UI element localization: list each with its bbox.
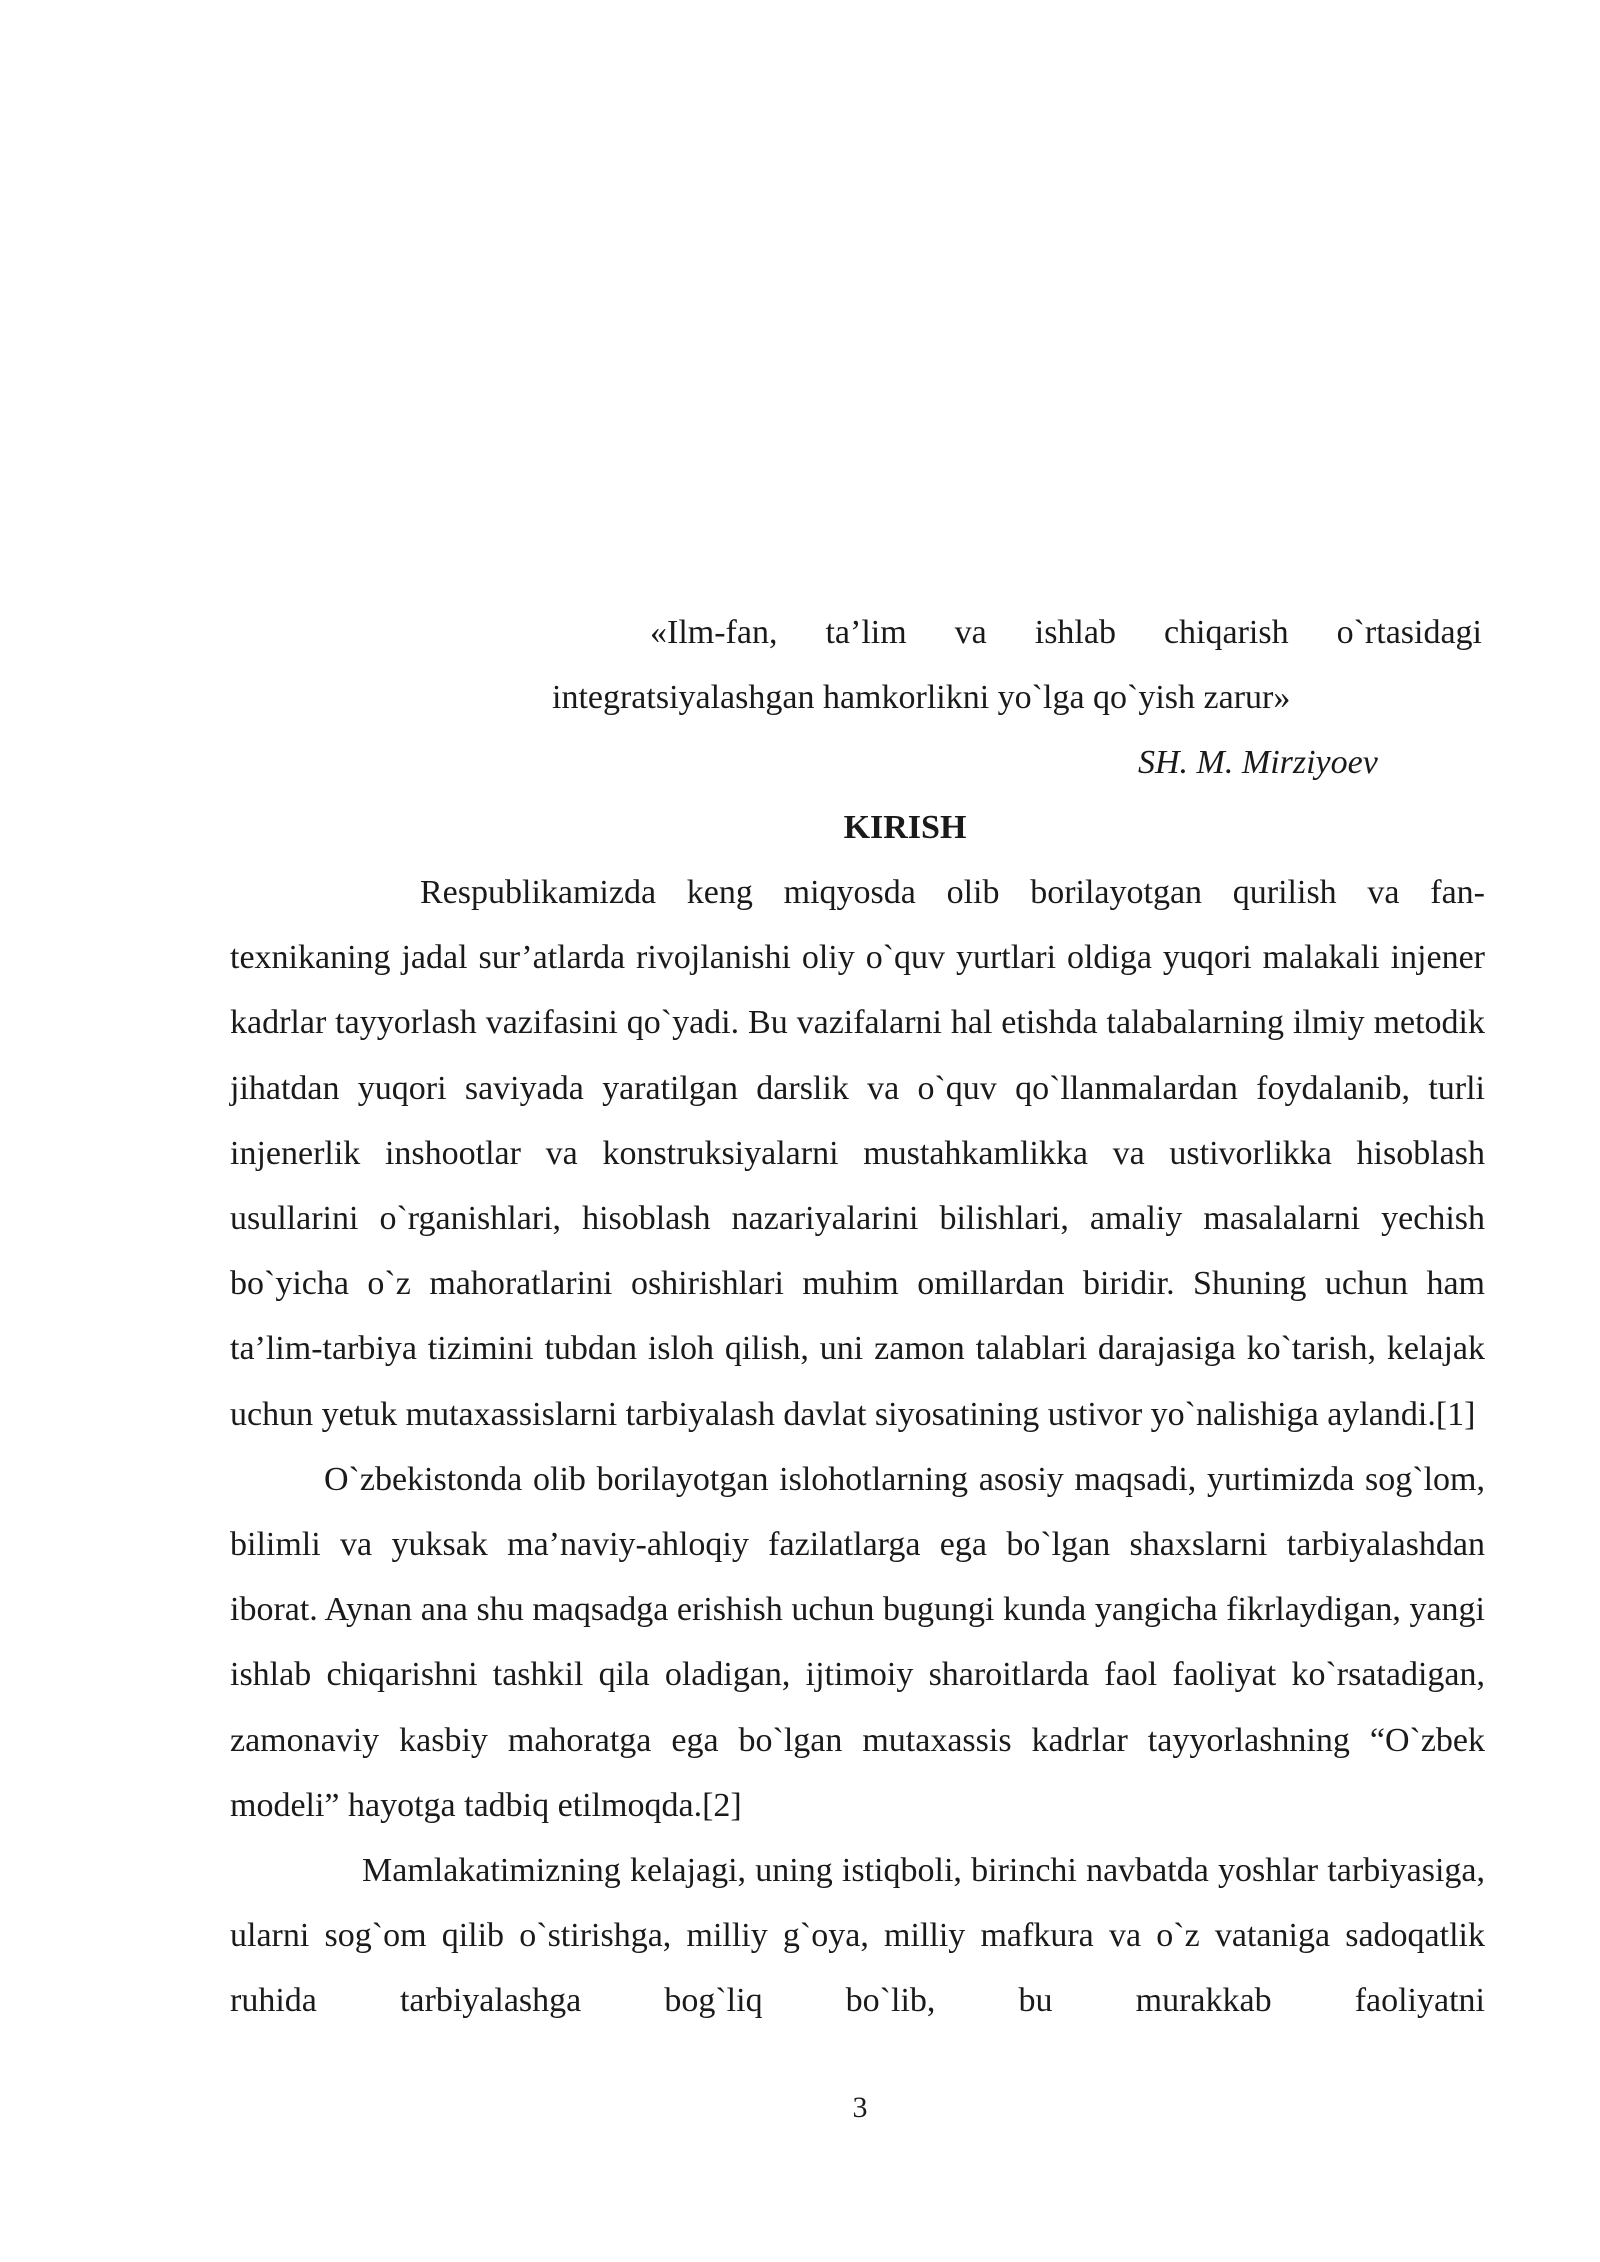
epigraph-line-2: integratsiyalashgan hamkorlikni yo`lga qo`yish zarur» [552, 679, 1291, 716]
paragraph: Mamlakatimizning kelajagi, uning istiqboli, birinchi navbatda yoshlar tarbiyasiga, ularni sog`om qilib o`stirishga, milliy g`oya, milliy mafkura va o`z vataniga sadoqatlik ruhida tarbiyalashga bog`liq bo`lib, bu murakkab faoliyatni [230, 1852, 1485, 2020]
section-heading: KIRISH [843, 809, 967, 846]
epigraph-quote [552, 600, 1482, 730]
body-text [230, 860, 1485, 2034]
paragraph: Respublikamizda keng miqyosda olib borilayotgan qurilish va fan-texnikaning jadal sur’atlarda rivojlanishi oliy o`quv yurtlari oldiga yuqori malakali injener kadrlar tayyorlash vazifasini qo`yadi. Bu vazifalarni hal etishda talabalarning ilmiy metodik jihatdan yuqori saviyada yaratilgan darslik va o`quv qo`llanmalardan foydalanib, turli injenerlik inshootlar va konstruksiyalarni mustahkamlikka va ustivorlikka hisoblash usullarini o`rganishlari, hisoblash nazariyalarini bilishlari, amaliy masalalarni yechish bo`yicha o`z mahoratlarini oshirishlari muhim omillardan biridir. Shuning uchun ham ta’lim-tarbiya tizimini tubdan isloh qilish, uni zamon talablari darajasiga ko`tarish, kelajak uchun yetuk mutaxassislarni tarbiyalash davlat siyosatining ustivor yo`nalishiga aylandi.[1] [230, 874, 1485, 1433]
epigraph-author: SH. M. Mirziyoev [1138, 744, 1378, 781]
epigraph-line-1: «Ilm-fan, ta’lim va ishlab chiqarish o`rtasidagi [650, 614, 1482, 651]
paragraph: O`zbekistonda olib borilayotgan islohotlarning asosiy maqsadi, yurtimizda sog`lom, bilimli va yuksak ma’naviy-ahloqiy fazilatlarga ega bo`lgan shaxslarni tarbiyalashdan iborat. Aynan ana shu maqsadga erishish uchun bugungi kunda yangicha fikrlaydigan, yangi ishlab chiqarishni tashkil qila oladigan, ijtimoiy sharoitlarda faol faoliyat ko`rsatadigan, zamonaviy kasbiy mahoratga ega bo`lgan mutaxassis kadrlar tayyorlashning “O`zbek modeli” hayotga tadbiq etilmoqda.[2] [230, 1460, 1485, 1824]
page-number: 3 [852, 2091, 868, 2124]
